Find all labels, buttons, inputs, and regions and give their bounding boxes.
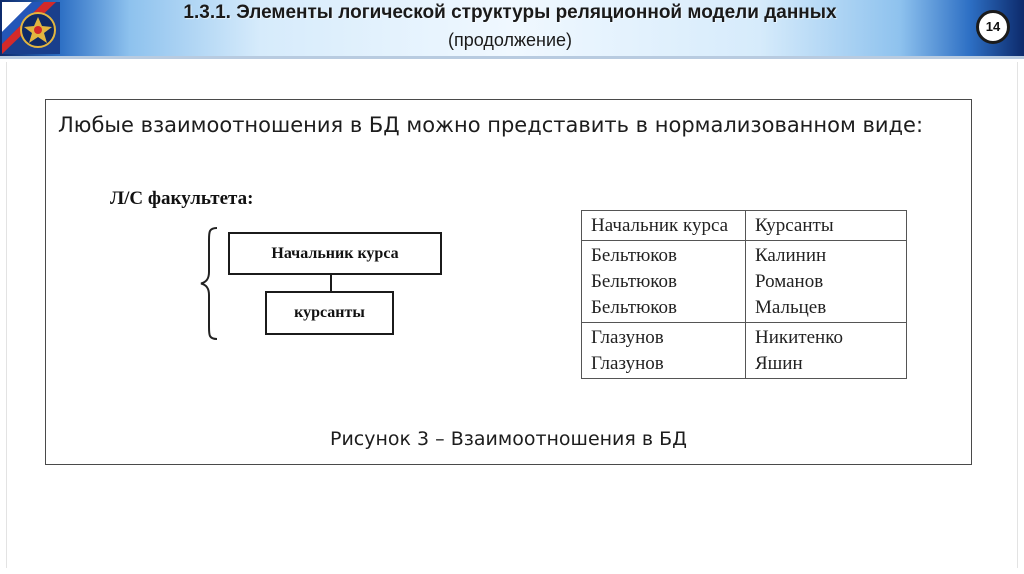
cell-value: Глазунов <box>591 353 664 374</box>
slide-title: 1.3.1. Элементы логической структуры реляционной модели данных <box>183 2 837 23</box>
right-divider <box>1017 62 1018 568</box>
cell-value: Яшин <box>755 353 803 374</box>
cell-value: Никитенко <box>755 327 843 348</box>
figure-caption: Рисунок 3 – Взаимоотношения в БД <box>330 428 687 450</box>
table-row <box>582 323 907 379</box>
cell-value: Калинин <box>755 245 827 266</box>
head-of-course-box: Начальник курса <box>228 232 442 275</box>
slide-header <box>0 0 1024 59</box>
cell-value: Бельтюков <box>591 271 678 292</box>
table-cell-heads <box>582 323 746 379</box>
cell-value: Романов <box>755 271 824 292</box>
intro-text: Любые взаимоотношения в БД можно представить в нормализованном виде: <box>58 113 924 137</box>
cadets-box: курсанты <box>265 291 394 335</box>
table-cell-heads <box>582 241 746 323</box>
table-cell-cadets <box>746 241 907 323</box>
table-header-row <box>582 211 907 241</box>
cell-value: Бельтюков <box>591 245 678 266</box>
page-number-badge: 14 <box>976 10 1010 44</box>
diagram-connector <box>330 275 332 291</box>
relationship-table <box>581 210 907 379</box>
column-header-head: Начальник курса <box>582 211 746 241</box>
academy-emblem-icon <box>2 2 60 54</box>
table-row <box>582 241 907 323</box>
slide-subtitle: (продолжение) <box>447 30 573 50</box>
cell-value: Глазунов <box>591 327 664 348</box>
cell-value: Бельтюков <box>591 297 678 318</box>
column-header-cadets: Курсанты <box>746 211 907 241</box>
curly-brace-icon <box>199 226 221 341</box>
diagram-title: Л/С факультета: <box>110 188 254 209</box>
table-cell-cadets <box>746 323 907 379</box>
left-divider <box>6 62 7 568</box>
cell-value: Мальцев <box>755 297 827 318</box>
